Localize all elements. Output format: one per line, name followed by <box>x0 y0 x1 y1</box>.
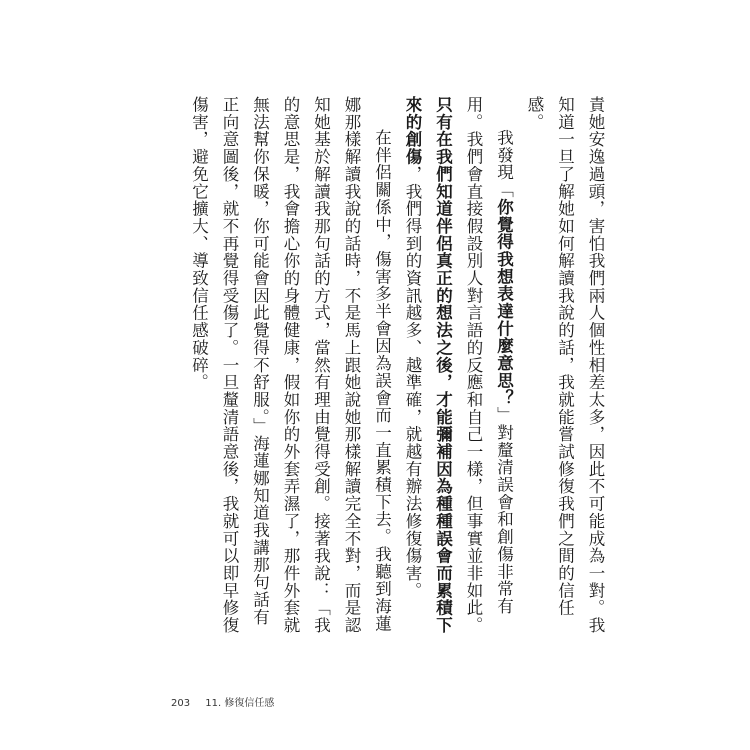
paragraph-2-bold-question: 你覺得我想表達什麼意思？ <box>494 198 514 407</box>
body-text <box>140 96 610 636</box>
paragraph-3-text: 在伴侶關係中，傷害多半會因為誤會而一直累積下去。我聽到海蓮娜那樣解讀我說的話時，不是馬上跟她說她那樣解讀完全不對，而是認知她基於解讀我那句話的方式，當然有理由覺得受創。接著我說：「我的意思是，我會擔心你的身體健康，假如你的外套弄濕了，那件外套就無法幫你保暖，你可能會因此覺得不舒服。」海蓮娜知道我講那句話有正向意圖後，就不再覺得受傷了。一旦釐清語意後，我就可以即早修復傷害，避免它擴大、導致信任感破碎。 <box>189 96 392 634</box>
paragraph-1 <box>519 96 611 636</box>
paragraph-2-before: 我發現「 <box>494 129 514 199</box>
chapter-title: 11. 修復信任感 <box>205 698 275 709</box>
paragraph-1-text: 責她安逸過頭，害怕我們兩人個性相差太多，因此不可能成為一對。我知道一旦了解她如何解讀我說的話，我就能嘗試修復我們之間的信任感。 <box>525 96 605 634</box>
paragraph-2-bold-statement: 只有在我們知道伴侶真正的想法之後，才能彌補因為種種誤會而累積下來的創傷 <box>403 96 453 634</box>
page-footer <box>171 694 274 709</box>
paragraph-2-middle: 」對釐清誤會和創傷非常有用。我們會直接假設別人對言語的反應和自己一樣，但事實並非如此。 <box>464 96 514 634</box>
paragraph-2-after: ，我們得到的資訊越多、越準確，就越有辦法修復傷害。 <box>403 165 422 600</box>
paragraph-2 <box>397 96 519 636</box>
page-number: 203 <box>171 698 191 709</box>
paragraph-3 <box>183 96 397 636</box>
